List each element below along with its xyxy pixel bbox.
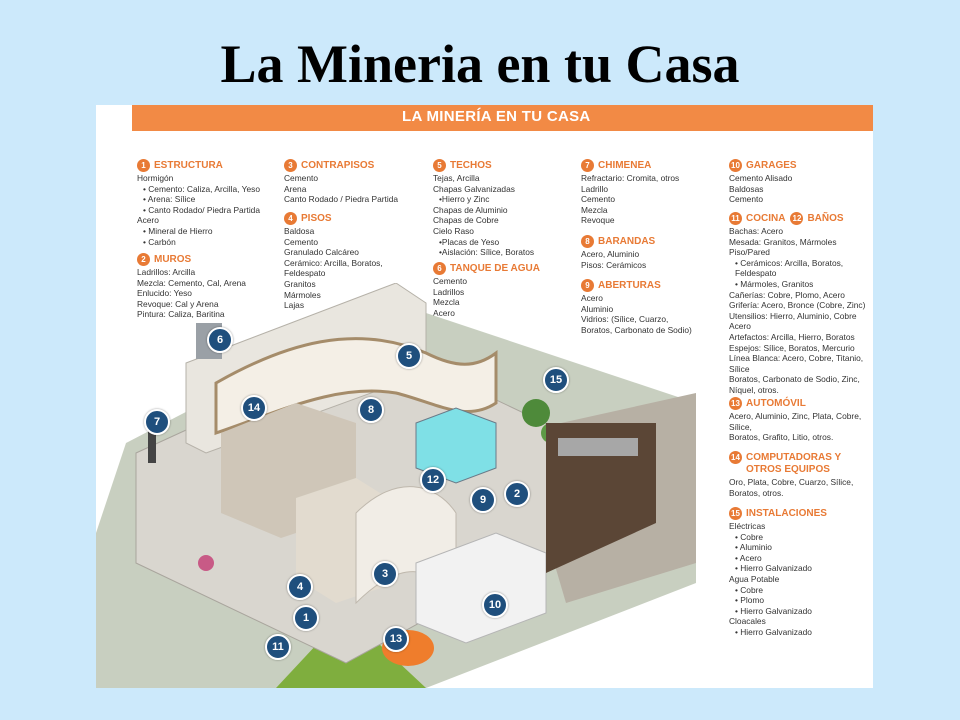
section-line: Acero (729, 321, 751, 332)
section-title: AUTOMÓVIL (746, 398, 806, 409)
section-line: Ladrillo (581, 183, 609, 194)
section-line: Pisos: Cerámicos (581, 259, 647, 270)
section-line: Baldosa (284, 226, 315, 236)
section-line: Vidrios: (Sílice, Cuarzo, (581, 314, 669, 325)
marker-9: 9 (470, 487, 496, 513)
section-line: Pintura: Caliza, Baritina (137, 309, 225, 320)
section-line: Oro, Plata, Cobre, Cuarzo, Sílice, (729, 477, 854, 487)
section-number: 8 (581, 235, 594, 248)
infographic-panel (96, 105, 873, 688)
section-heading (729, 212, 865, 225)
section-title: TECHOS (450, 160, 492, 171)
section-line: • Hierro Galvanizado (735, 563, 812, 574)
marker-14: 14 (241, 395, 267, 421)
section-number: 10 (729, 159, 742, 172)
section-title: ABERTURAS (598, 280, 661, 291)
section-line: Utensilios: Hierro, Aluminio, Cobre (729, 310, 857, 321)
section-line: Arena (284, 183, 307, 194)
section-line: • Aluminio (735, 542, 772, 553)
tree (522, 399, 550, 427)
marker-5: 5 (396, 343, 422, 369)
marker-13: 13 (383, 626, 409, 652)
section-title: OTROS EQUIPOS (746, 464, 830, 475)
section-line: • Cerámicos: Arcilla, Boratos, (735, 257, 844, 268)
marker-1: 1 (293, 605, 319, 631)
marker-15: 15 (543, 367, 569, 393)
section-line: Línea Blanca: Acero, Cobre, Titanio, (729, 353, 864, 364)
section-number: 9 (581, 279, 594, 292)
section-heading (284, 159, 398, 172)
section-line: Revoque (581, 215, 615, 226)
section-line: Revoque: Cal y Arena (137, 298, 219, 309)
section-line: Cemento (729, 194, 763, 205)
section-line: Hormigón (137, 173, 174, 183)
section-title: COMPUTADORAS Y (746, 452, 842, 463)
section-heading (729, 397, 861, 410)
section-line: Mezcla: Cemento, Cal, Arena (137, 277, 246, 288)
section-garages (729, 159, 797, 205)
banner-title: LA MINERÍA EN TU CASA (402, 108, 591, 125)
section-line: Enlucido: Yeso (137, 288, 192, 299)
section-line: Níquel, otros. (729, 384, 779, 395)
section-line: Lajas (284, 300, 305, 311)
section-line: Granulado Calcáreo (284, 247, 359, 258)
section-line: Feldespato (284, 268, 326, 279)
marker-10: 10 (482, 592, 508, 618)
section-line: •Aislación: Sílice, Boratos (439, 247, 535, 258)
section-title: CHIMENEA (598, 160, 652, 171)
section-line: • Arena: Sílice (143, 194, 196, 205)
section-line: Mesada: Granitos, Mármoles (729, 236, 837, 247)
section-line: Chapas de Aluminio (433, 204, 508, 215)
section-computadoras (729, 451, 853, 498)
side-wall-window (558, 438, 638, 456)
section-line: Granitos (284, 278, 316, 289)
section-estructura (137, 159, 260, 247)
section-chimenea (581, 159, 679, 226)
section-line: Grifería: Acero, Bronce (Cobre, Zinc) (729, 300, 866, 311)
section-number: 3 (284, 159, 297, 172)
section-title: GARAGES (746, 160, 797, 171)
section-barandas (581, 235, 655, 270)
section-heading (729, 507, 827, 520)
section-title: ESTRUCTURA (154, 160, 223, 171)
section-line: Cloacales (729, 616, 766, 627)
infographic-banner (132, 105, 873, 131)
section-title: TANQUE DE AGUA (450, 263, 540, 274)
section-line: Canto Rodado / Piedra Partida (284, 194, 399, 205)
section-line: • Cobre (735, 584, 764, 595)
section-line: Cielo Raso (433, 225, 474, 236)
section-line: Cemento (284, 173, 318, 183)
marker-11: 11 (265, 634, 291, 660)
section-line: • Canto Rodado/ Piedra Partida (143, 204, 260, 215)
section-line: Chapas de Cobre (433, 215, 499, 226)
section-line: Acero (581, 293, 603, 303)
section-heading (137, 159, 260, 172)
section-number: 14 (729, 451, 742, 464)
section-line: Espejos: Sílice, Boratos, Mercurio (729, 342, 855, 353)
section-number: 5 (433, 159, 446, 172)
section-heading (581, 235, 655, 248)
section-number: 12 (790, 212, 803, 225)
section-title: PISOS (301, 213, 332, 224)
section-line: Ladrillos (433, 286, 465, 297)
section-line: Artefactos: Arcilla, Hierro, Boratos (729, 331, 855, 342)
section-line: Refractario: Cromita, otros (581, 173, 680, 183)
section-number: 2 (137, 253, 150, 266)
section-line: Cemento Alisado (729, 173, 793, 183)
section-line: Boratos, Grafito, Litio, otros. (729, 432, 834, 443)
marker-12: 12 (420, 467, 446, 493)
chimney (148, 431, 156, 463)
section-line: • Mineral de Hierro (143, 225, 213, 236)
section-line: •Hierro y Zinc (439, 194, 490, 205)
section-line: Mezcla (581, 204, 608, 215)
section-line: Cemento (433, 276, 467, 286)
section-number: 11 (729, 212, 742, 225)
section-heading (284, 212, 383, 225)
section-number: 6 (433, 262, 446, 275)
marker-3: 3 (372, 561, 398, 587)
slide-title: La Mineria en tu Casa (220, 34, 740, 94)
section-line: Feldespato (735, 268, 777, 279)
marker-6: 6 (207, 327, 233, 353)
marker-8: 8 (358, 397, 384, 423)
section-heading (137, 253, 246, 266)
section-line: Acero, Aluminio, Zinc, Plata, Cobre, (729, 411, 862, 421)
section-number: 15 (729, 507, 742, 520)
section-line: Ladrillos: Arcilla (137, 267, 196, 277)
section-line: • Acero (735, 552, 762, 563)
section-line: • Hierro Galvanizado (735, 605, 812, 616)
section-title: CONTRAPISOS (301, 160, 375, 171)
section-line: Boratos, Carbonato de Sodio) (581, 324, 692, 335)
section-instalaciones (729, 507, 827, 638)
section-line: Sílice, (729, 421, 752, 432)
section-title: INSTALACIONES (746, 508, 827, 519)
section-line: • Mármoles, Granitos (735, 278, 814, 289)
marker-2: 2 (504, 481, 530, 507)
flowers (198, 555, 214, 571)
section-heading (433, 262, 540, 275)
section-number: 1 (137, 159, 150, 172)
section-line: Baldosas (729, 183, 764, 194)
section-line: Sílice (729, 363, 750, 374)
section-automovil (729, 397, 861, 443)
section-line: Boratos, otros. (729, 487, 784, 498)
section-line: Cemento (581, 194, 615, 205)
section-cocina-banos (729, 212, 865, 396)
section-title: BAÑOS (807, 213, 844, 224)
section-line: Cerámico: Arcilla, Boratos, (284, 257, 383, 268)
section-line: Agua Potable (729, 573, 780, 584)
section-line: Boratos, Carbonato de Sodio, Zinc, (729, 374, 860, 385)
section-title: BARANDAS (598, 236, 656, 247)
section-heading (581, 159, 679, 172)
section-line: Bachas: Acero (729, 226, 784, 236)
section-line: Acero (433, 307, 455, 318)
section-line: Mármoles (284, 289, 321, 300)
section-line: Chapas Galvanizadas (433, 183, 515, 194)
section-line: Tejas, Arcilla (433, 173, 480, 183)
marker-4: 4 (287, 574, 313, 600)
section-techos (433, 159, 534, 258)
section-title: COCINA (746, 213, 786, 224)
section-line: Acero, Aluminio (581, 249, 640, 259)
section-line: Acero (137, 215, 159, 226)
section-line: • Cemento: Caliza, Arcilla, Yeso (143, 183, 260, 194)
section-line: Mezcla (433, 297, 460, 308)
marker-7: 7 (144, 409, 170, 435)
section-heading (433, 159, 534, 172)
section-contrapisos (284, 159, 398, 205)
section-line: Aluminio (581, 303, 614, 314)
section-line: • Plomo (735, 595, 764, 606)
section-line: • Hierro Galvanizado (735, 626, 812, 637)
section-number: 4 (284, 212, 297, 225)
section-title: MUROS (154, 254, 192, 265)
section-line: Cemento (284, 236, 318, 247)
section-line: •Placas de Yeso (439, 236, 500, 247)
section-line: • Cobre (735, 531, 764, 542)
section-number: 13 (729, 397, 742, 410)
section-line: • Carbón (143, 236, 176, 247)
section-heading (729, 159, 797, 172)
section-line: Eléctricas (729, 521, 766, 531)
section-line: Piso/Pared (729, 247, 770, 258)
section-line: Cañerías: Cobre, Plomo, Acero (729, 289, 845, 300)
section-number: 7 (581, 159, 594, 172)
